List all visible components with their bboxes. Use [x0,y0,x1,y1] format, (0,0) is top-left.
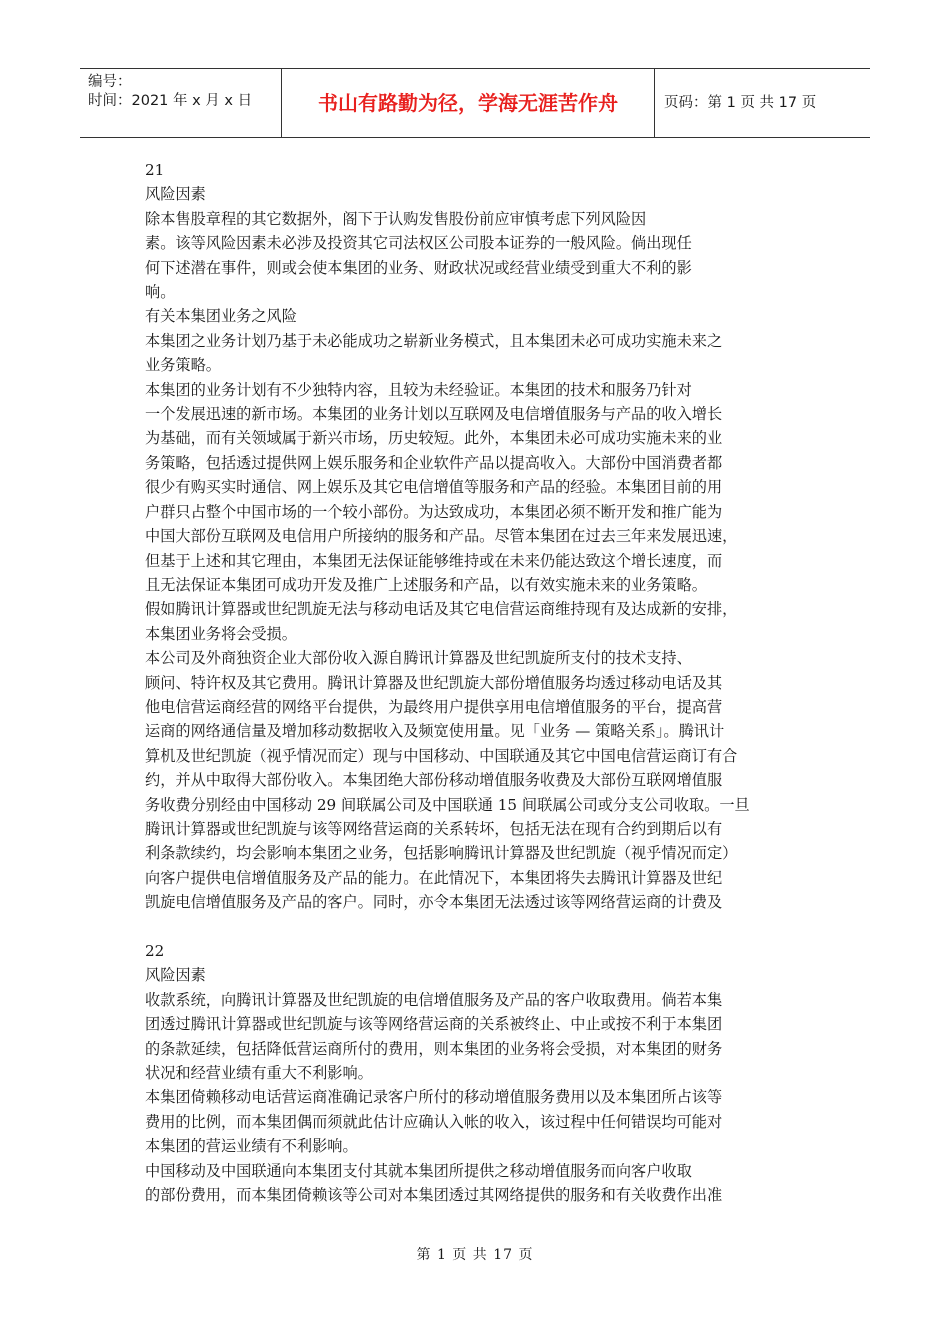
page-footer: 第 1 页 共 17 页 [416,1247,534,1263]
text-line: 假如腾讯计算器或世纪凯旋无法与移动电话及其它电信营运商维持现有及达成新的安排， [145,600,738,619]
text-line: 本公司及外商独资企业大部份收入源自腾讯计算器及世纪凯旋所支付的技术支持、 [145,649,692,668]
text-line: 他电信营运商经营的网络平台提供，为最终用户提供享用电信增值服务的平台，提高营 [145,697,723,716]
text-line: 腾讯计算器或世纪凯旋与该等网络营运商的关系转坏，包括无法在现有合约到期后以有 [145,819,723,838]
section-heading: 风险因素 [145,966,206,985]
text-line: 约，并从中取得大部份收入。本集团绝大部份移动增值服务收费及大部份互联网增值服 [145,771,723,790]
text-line: 本集团的营运业绩有不利影响。 [145,1137,358,1156]
section-heading: 风险因素 [145,185,206,204]
text-line: 利条款续约，均会影响本集团之业务，包括影响腾讯计算器及世纪凯旋（视乎情况而定） [145,844,738,863]
header-meta [88,73,283,111]
text-line: 响。 [145,283,176,302]
text-line: 务策略，包括透过提供网上娱乐服务和企业软件产品以提高收入。大部份中国消费者都 [145,453,723,472]
text-line: 运商的网络通信量及增加移动数据收入及频宽使用量。见「业务 — 策略关系」。腾讯计 [145,722,725,741]
text-line: 何下述潜在事件，则或会使本集团的业务、财政状况或经营业绩受到重大不利的影 [145,258,692,277]
text-line: 顾问、特许权及其它费用。腾讯计算器及世纪凯旋大部份增值服务均透过移动电话及其 [145,673,723,692]
header-divider [654,69,655,137]
document-time-label: 时间：2021 年 x 月 x 日 [88,93,253,109]
text-line: 的条款延续，包括降低营运商所付的费用，则本集团的业务将会受损，对本集团的财务 [145,1039,723,1058]
text-line: 本集团之业务计划乃基于未必能成功之崭新业务模式，且本集团未必可成功实施未来之 [145,331,723,350]
document-number-label: 编号： [88,74,132,90]
text-line: 本集团的业务计划有不少独特内容，且较为未经验证。本集团的技术和服务乃针对 [145,380,692,399]
text-line: 且无法保证本集团可成功开发及推广上述服务和产品，以有效实施未来的业务策略。 [145,575,707,594]
text-line: 凯旋电信增值服务及产品的客户。同时，亦令本集团无法透过该等网络营运商的计费及 [145,893,723,912]
section-page-number: 21 [145,161,165,179]
text-line: 算机及世纪凯旋（视乎情况而定）现与中国移动、中国联通及其它中国电信营运商订有合 [145,746,738,765]
text-line: 一个发展迅速的新市场。本集团的业务计划以互联网及电信增值服务与产品的收入增长 [145,405,723,424]
text-line: 状况和经营业绩有重大不利影响。 [145,1064,373,1083]
text-line: 素。该等风险因素未必涉及投资其它司法权区公司股本证券的一般风险。倘出现任 [145,234,692,253]
text-line: 除本售股章程的其它数据外，阁下于认购发售股份前应审慎考虑下列风险因 [145,209,647,228]
text-line: 为基础，而有关领域属于新兴市场，历史较短。此外，本集团未必可成功实施未来的业 [145,429,723,448]
text-line: 有关本集团业务之风险 [145,307,297,326]
text-line: 本集团倚赖移动电话营运商准确记录客户所付的移动增值服务费用以及本集团所占该等 [145,1088,723,1107]
header-motto: 书山有路勤为径，学海无涯苦作舟 [318,91,618,115]
text-line: 但基于上述和其它理由，本集团无法保证能够维持或在未来仍能达致这个增长速度，而 [145,551,723,570]
section-text [145,207,805,915]
text-line: 费用的比例，而本集团偶而须就此估计应确认入帐的收入，该过程中任何错误均可能对 [145,1112,723,1131]
text-line: 中国大部份互联网及电信用户所接纳的服务和产品。尽管本集团在过去三年来发展迅速， [145,527,738,546]
section-page-number: 22 [145,941,165,960]
text-line: 很少有购买实时通信、网上娱乐及其它电信增值等服务和产品的经验。本集团目前的用 [145,478,723,497]
text-line: 务收费分别经由中国移动 29 间联属公司及中国联通 15 间联属公司或分支公司收取。一旦 [145,795,750,814]
section-text [145,988,805,1208]
text-line: 本集团业务将会受损。 [145,624,297,643]
document-body [145,158,805,1207]
text-line: 中国移动及中国联通向本集团支付其就本集团所提供之移动增值服务而向客户收取 [145,1161,692,1180]
text-line: 户群只占整个中国市场的一个较小部份。为达致成功，本集团必须不断开发和推广能为 [145,502,723,521]
text-line: 团透过腾讯计算器或世纪凯旋与该等网络营运商的关系被终止、中止或按不利于本集团 [145,1015,723,1034]
page-header [80,68,870,138]
text-line: 业务策略。 [145,356,221,375]
section-gap [145,915,805,939]
header-page-info: 页码：第 1 页 共 17 页 [664,95,817,111]
text-line: 向客户提供电信增值服务及产品的能力。在此情况下，本集团将失去腾讯计算器及世纪 [145,868,723,887]
text-line: 收款系统，向腾讯计算器及世纪凯旋的电信增值服务及产品的客户收取费用。倘若本集 [145,990,723,1009]
text-line: 的部份费用，而本集团倚赖该等公司对本集团透过其网络提供的服务和有关收费作出准 [145,1186,723,1205]
